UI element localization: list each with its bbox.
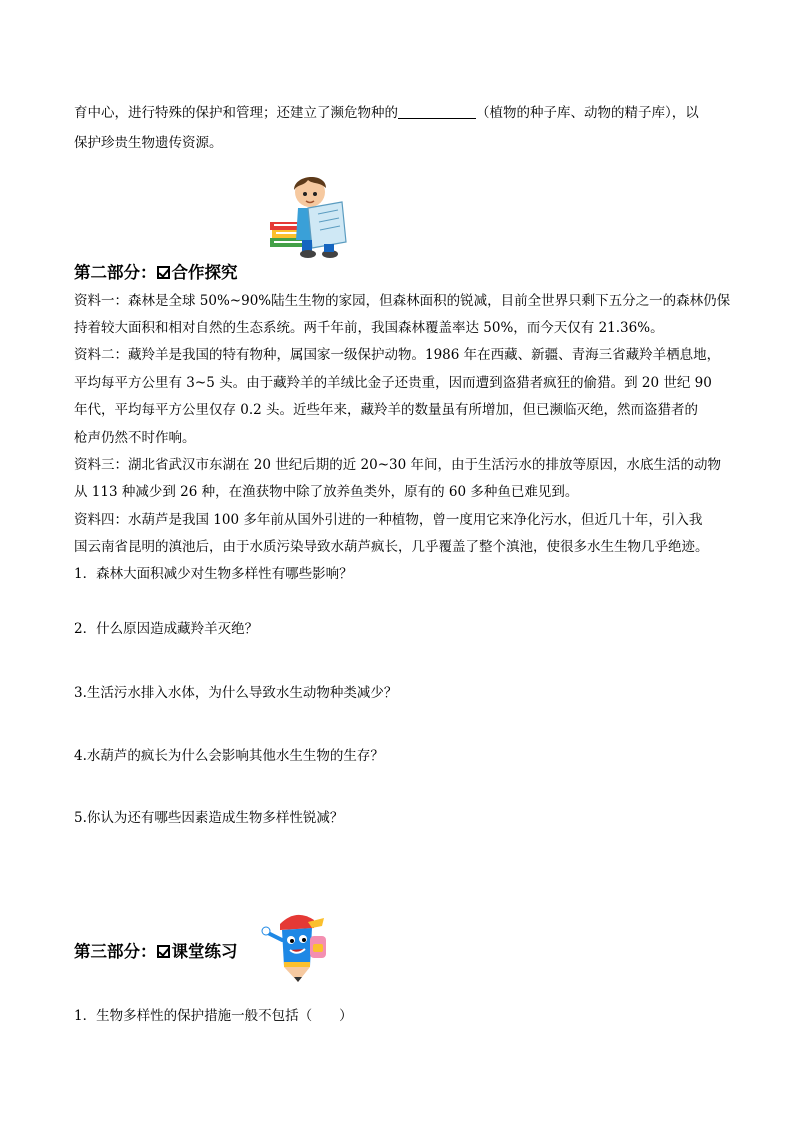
question-3: 3.生活污水排入水体，为什么导致水生动物种类减少？ (74, 685, 398, 701)
material-line: 资料三：湖北省武汉市东湖在 20 世纪后期的近 20~30 年间，由于生活污水的排放等原因，水底生活的动物 (74, 457, 722, 473)
section2-heading (74, 259, 238, 283)
material-line: 资料四：水葫芦是我国 100 多年前从国外引进的一种植物，曾一度用它来净化污水，但近几十年，引入我 (74, 512, 703, 528)
section2-title: 合作探究 (171, 263, 238, 282)
section2-prefix: 第二部分： (74, 263, 157, 282)
section3-heading (74, 938, 238, 962)
material-line: 年代，平均每平方公里仅存 0.2 头。近些年来，藏羚羊的数量虽有所增加，但已濒临灭绝，然而盗猎者的 (74, 402, 699, 418)
intro-text-a: 育中心，进行特殊的保护和管理；还建立了濒危物种的 (74, 105, 398, 121)
material-line: 资料一：森林是全球 50%~90%陆生生物的家园，但森林面积的锐减，目前全世界只剩下五分之一的森林仍保 (74, 293, 731, 309)
fill-blank[interactable] (398, 104, 476, 119)
intro-text-b: （植物的种子库、动物的精子库），以 (476, 105, 699, 121)
question-5: 5.你认为还有哪些因素造成生物多样性锐减？ (74, 810, 344, 826)
question-4: 4.水葫芦的疯长为什么会影响其他水生生物的生存？ (74, 748, 384, 764)
material-line: 资料二：藏羚羊是我国的特有物种，属国家一级保护动物。1986 年在西藏、新疆、青海三省藏羚羊栖息地， (74, 347, 721, 363)
checkbox-icon (157, 266, 170, 279)
checkbox-icon (157, 945, 170, 958)
material-line: 从 113 种减少到 26 种，在渔获物中除了放养鱼类外，原有的 60 多种鱼已难见到。 (74, 484, 579, 500)
practice-question-1: 1．生物多样性的保护措施一般不包括（ ） (74, 1008, 353, 1024)
question-1: 1．森林大面积减少对生物多样性有哪些影响？ (74, 566, 353, 582)
material-line: 持着较大面积和相对自然的生态系统。两千年前，我国森林覆盖率达 50%，而今天仅有 21.36%。 (74, 320, 664, 336)
section3-title: 课堂练习 (171, 942, 238, 961)
intro-line-1 (74, 103, 699, 123)
material-line: 枪声仍然不时作响。 (74, 430, 196, 446)
question-2: 2．什么原因造成藏羚羊灭绝？ (74, 621, 259, 637)
pencil-mascot-illustration (260, 906, 338, 984)
reading-boy-illustration (268, 170, 350, 260)
intro-line-2: 保护珍贵生物遗传资源。 (74, 135, 223, 151)
material-line: 平均每平方公里有 3~5 头。由于藏羚羊的羊绒比金子还贵重，因而遭到盗猎者疯狂的偷猎。到 20 世纪 90 (74, 375, 712, 391)
section3-prefix: 第三部分： (74, 942, 157, 961)
material-line: 国云南省昆明的滇池后，由于水质污染导致水葫芦疯长，几乎覆盖了整个滇池，使很多水生生物几乎绝迹。 (74, 539, 709, 555)
